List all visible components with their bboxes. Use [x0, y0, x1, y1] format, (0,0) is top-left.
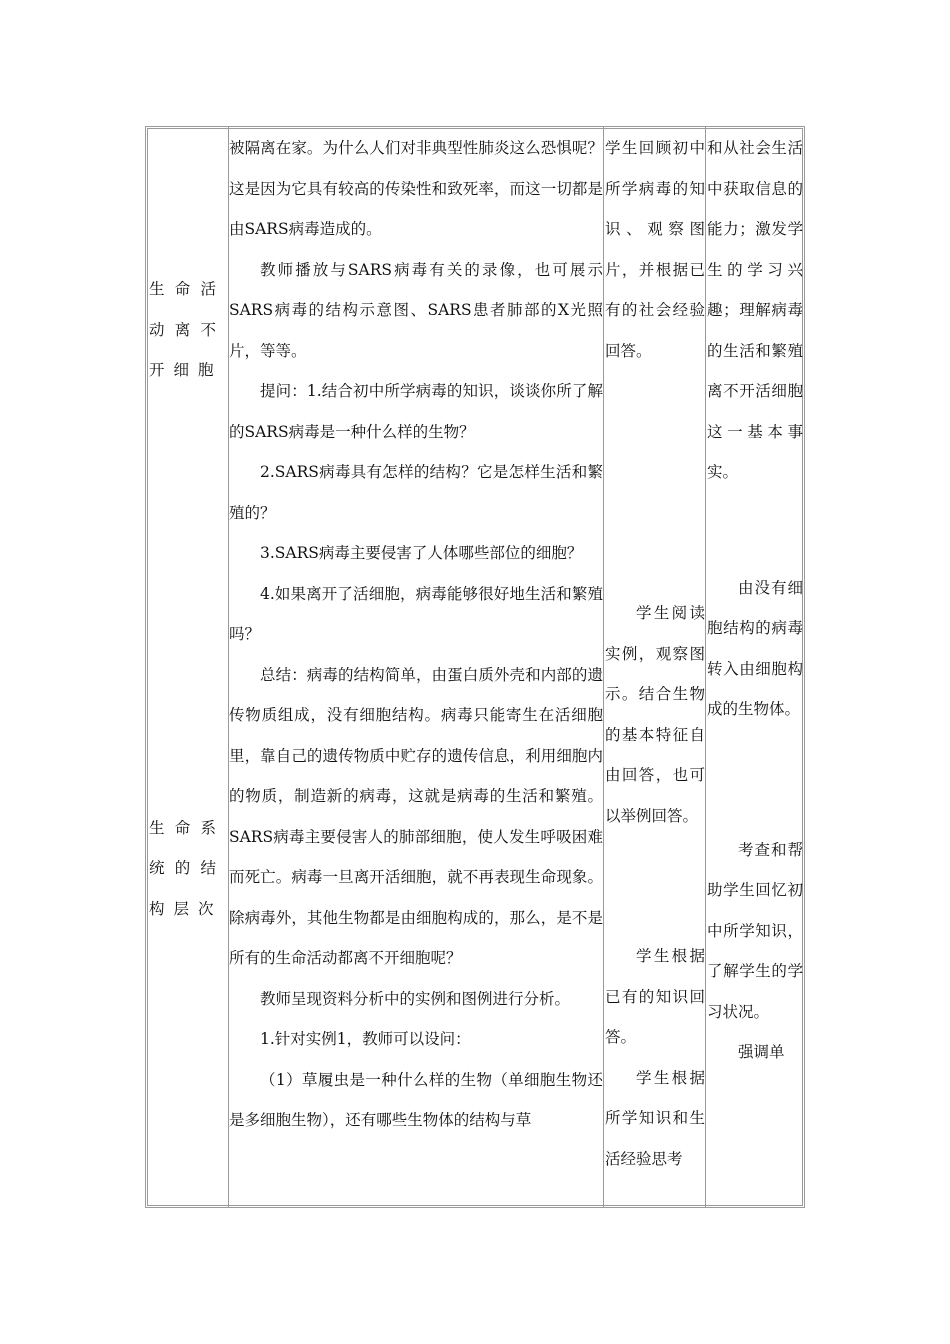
- topic-cell: 生命系统的结构层次: [149, 818, 225, 918]
- topic-cell: 生命活动离不开细胞: [149, 280, 225, 379]
- paragraph: 教师播放与SARS病毒有关的录像，也可展示SARS病毒的结构示意图、SARS患者肺部的X光照片，等等。: [229, 260, 603, 360]
- topic-column: [149, 128, 225, 929]
- paragraph: 提问：1.结合初中所学病毒的知识，谈谈你所了解的SARS病毒是一种什么样的生物？: [229, 382, 603, 441]
- paragraph: 学生根据已有的知识回答。: [605, 947, 705, 1046]
- paragraph: 学生阅读实例，观察图示。结合生物的基本特征自由回答，也可以举例回答。: [605, 604, 705, 825]
- column-divider: [705, 126, 706, 1208]
- paragraph: 1.针对实例1，教师可以设问：: [260, 1030, 471, 1048]
- paragraph: 2.SARS病毒具有怎样的结构？它是怎样生活和繁殖的？: [229, 463, 603, 522]
- paragraph: 教师呈现资料分析中的实例和图例进行分析。: [260, 989, 571, 1008]
- paragraph: 考查和帮助学生回忆初中所学知识，了解学生的学习状况。: [707, 840, 803, 1021]
- paragraph: 学生回顾初中所学病毒的知识、观察图片，并根据已有的社会经验回答。: [605, 139, 705, 360]
- paragraph: 3.SARS病毒主要侵害了人体哪些部位的细胞？: [260, 544, 583, 562]
- student-activity-column: [605, 128, 705, 1179]
- paragraph: 强调单: [738, 1043, 785, 1061]
- paragraph: 学生根据所学知识和生活经验思考: [605, 1068, 705, 1168]
- design-intent-column: [707, 128, 803, 1073]
- paragraph: 4.如果离开了活细胞，病毒能够很好地生活和繁殖吗？: [229, 584, 603, 643]
- paragraph: 由没有细胞结构的病毒转入由细胞构成的生物体。: [707, 578, 803, 718]
- paragraph: 和从社会生活中获取信息的能力；激发学生的学习兴趣；理解病毒的生活和繁殖离不开活细胞这一基本事实。: [707, 139, 803, 481]
- paragraph: 总结：病毒的结构简单，由蛋白质外壳和内部的遗传物质组成，没有细胞结构。病毒只能寄生在活细胞里，靠自己的遗传物质中贮存的遗传信息，利用细胞内的物质，制造新的病毒，这就是病毒的生活和繁殖。SARS病毒主要侵害人的肺部细胞，使人发生呼吸困难而死亡。病毒一旦离开活细胞，就不再表现生命现象。除病毒外，其他生物都是由细胞构成的，那么，是不是所有的生命活动都离不开细胞呢？: [229, 665, 603, 967]
- paragraph: 被隔离在家。为什么人们对非典型性肺炎这么恐惧呢？这是因为它具有较高的传染性和致死率，而这一切都是由SARS病毒造成的。: [229, 139, 603, 238]
- teacher-activity-column: [229, 128, 603, 1141]
- column-divider: [603, 126, 604, 1208]
- paragraph: （1）草履虫是一种什么样的生物（单细胞生物还是多细胞生物），还有哪些生物体的结构与草: [229, 1070, 603, 1129]
